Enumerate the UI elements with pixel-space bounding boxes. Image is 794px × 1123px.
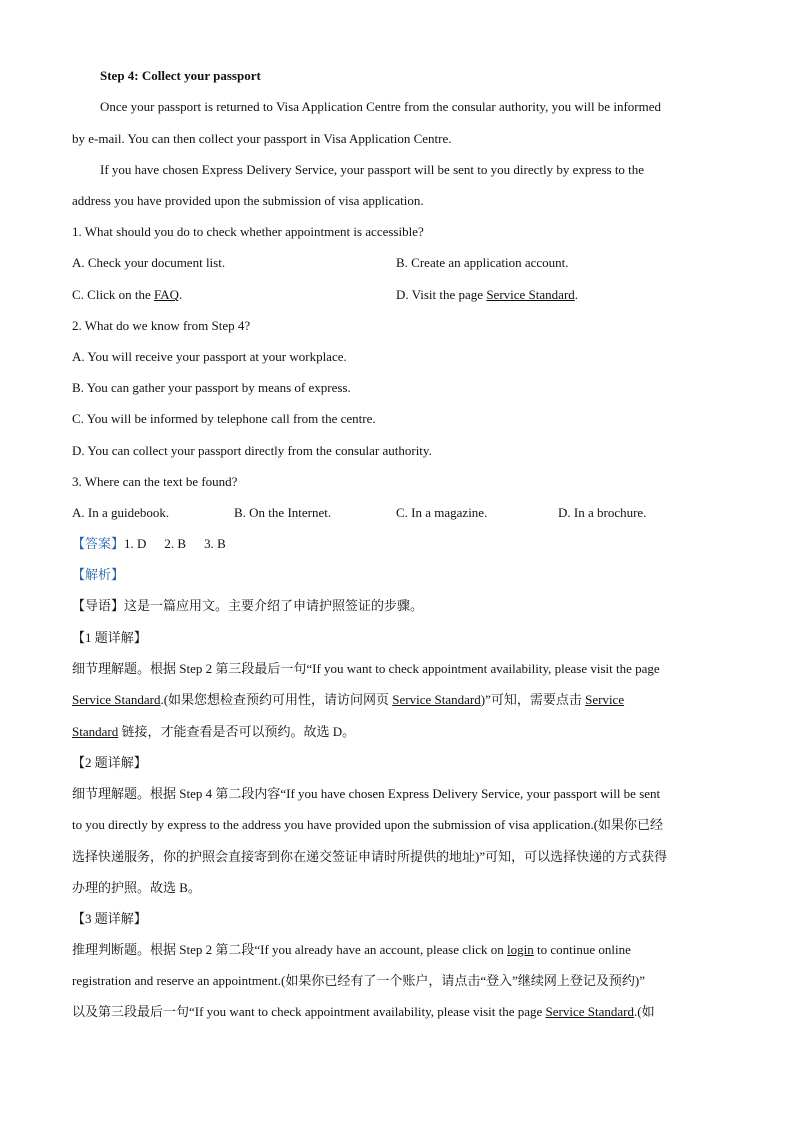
question-1-options-row1 (72, 253, 722, 273)
q3-detail-heading: 【3 题详解】 (72, 911, 147, 926)
step4-paragraph1-line2: by e-mail. You can then collect your passport in Visa Application Centre. (72, 131, 452, 146)
service-standard-ref-1: Service Standard (72, 692, 161, 707)
q1-detail-heading: 【1 题详解】 (72, 630, 147, 645)
question-1-option-d (396, 285, 578, 305)
answer-2: 2. B (164, 536, 187, 551)
step4-paragraph1-line1: Once your passport is returned to Visa Application Centre from the consular authority, you will be informed (100, 99, 661, 114)
option-c-prefix: C. Click on the (72, 287, 154, 302)
option-d-suffix: . (574, 287, 579, 302)
question-1-option-b: B. Create an application account. (396, 255, 569, 270)
question-3-options-row (72, 503, 722, 523)
q3-line3-pre: 以及第三段最后一句“If you want to check appointment availability, please visit the page (72, 1004, 546, 1019)
question-3-option-b: B. On the Internet. (234, 505, 332, 520)
service-standard-ref-2: Service Standard (392, 692, 481, 707)
question-1-option-c (72, 285, 182, 305)
q3-detail-line3 (72, 1002, 722, 1022)
q1-detail-line2 (72, 690, 722, 710)
q1-detail-line3 (72, 722, 722, 742)
q3-line1-pre: 推理判断题。根据 Step 2 第二段“If you already have an account, please click on (72, 942, 508, 957)
standard-ref: Standard (72, 724, 119, 739)
question-2-option-d: D. You can collect your passport directly from the consular authority. (72, 443, 432, 458)
question-2-option-b: B. You can gather your passport by means of express. (72, 380, 351, 395)
q1-line2-end: )”可知，需要点击 (480, 692, 586, 707)
analysis-intro: 【导语】这是一篇应用文。主要介绍了申请护照签证的步骤。 (72, 598, 424, 613)
answer-label: 【答案】 (72, 536, 125, 551)
question-3-option-c: C. In a magazine. (396, 505, 488, 520)
question-3-stem: 3. Where can the text be found? (72, 474, 238, 489)
q3-line3-post: .(如 (634, 1004, 655, 1019)
question-1-options-row2 (72, 285, 722, 305)
step4-heading: Step 4: Collect your passport (100, 68, 261, 83)
question-2-stem: 2. What do we know from Step 4? (72, 318, 251, 333)
q1-line3-end: 链接，才能查看是否可以预约。故选 D。 (118, 724, 356, 739)
question-1-stem: 1. What should you do to check whether appointment is accessible? (72, 224, 424, 239)
q2-detail-heading: 【2 题详解】 (72, 755, 147, 770)
q2-detail-line3: 选择快递服务，你的护照会直接寄到你在递交签证申请时所提供的地址)”可知，可以选择快递的方式获得 (72, 849, 668, 864)
option-c-suffix: . (179, 287, 183, 302)
q3-detail-line2: registration and reserve an appointment.(如果你已经有了一个账户，请点击“登入”继续网上登记及预约)” (72, 973, 645, 988)
question-2-option-c: C. You will be informed by telephone call from the centre. (72, 411, 376, 426)
question-1-option-a: A. Check your document list. (72, 255, 226, 270)
question-2-option-a: A. You will receive your passport at your workplace. (72, 349, 347, 364)
option-d-prefix: D. Visit the page (396, 287, 487, 302)
answer-1: 1. D (124, 536, 147, 551)
login-ref: login (507, 942, 534, 957)
q1-detail-line1: 细节理解题。根据 Step 2 第三段最后一句“If you want to check appointment availability, please visit the page (72, 661, 660, 676)
q3-detail-line1 (72, 940, 722, 960)
q1-line2-mid: .(如果您想检查预约可用性，请访问网页 (160, 692, 393, 707)
analysis-label: 【解析】 (72, 567, 125, 582)
faq-link[interactable]: FAQ (153, 287, 180, 302)
step4-paragraph2-line1: If you have chosen Express Delivery Service, your passport will be sent to you directly by express to the (100, 162, 645, 177)
q3-line1-post: to continue online (533, 942, 631, 957)
question-3-option-a: A. In a guidebook. (72, 505, 170, 520)
answer-3: 3. B (204, 536, 226, 551)
answer-line (72, 534, 722, 554)
q2-detail-line4: 办理的护照。故选 B。 (72, 880, 201, 895)
service-standard-ref-4: Service Standard (545, 1004, 634, 1019)
question-3-option-d: D. In a brochure. (558, 505, 647, 520)
step4-paragraph2-line2: address you have provided upon the submission of visa application. (72, 193, 424, 208)
q2-detail-line1: 细节理解题。根据 Step 4 第二段内容“If you have chosen Express Delivery Service, your passport will be sent (72, 786, 661, 801)
service-standard-ref-3: Service (585, 692, 625, 707)
service-standard-link[interactable]: Service Standard (486, 287, 575, 302)
q2-detail-line2: to you directly by express to the address you have provided upon the submission of visa application.(如果你已经 (72, 817, 664, 832)
